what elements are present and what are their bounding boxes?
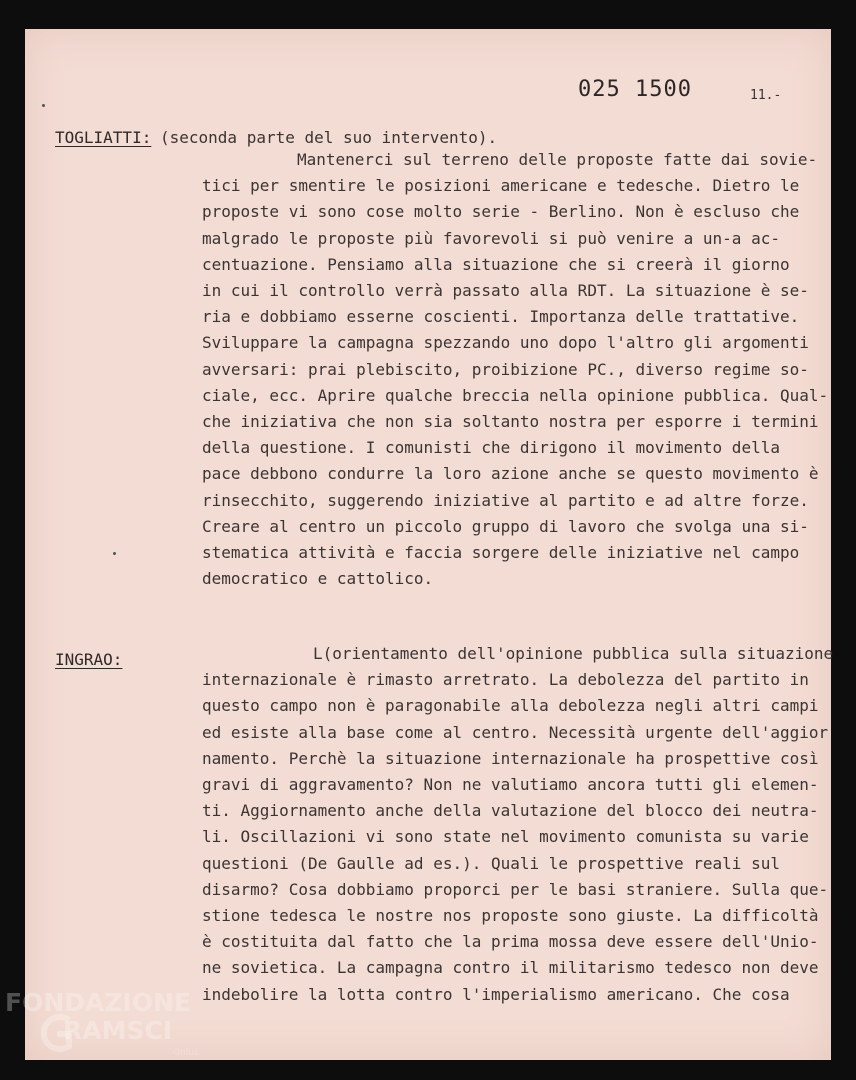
text-line: è costituita dal fatto che la prima mossa deve essere dell'Unio-: [202, 932, 819, 952]
paper-speck: [113, 552, 116, 555]
watermark-line3: Onlus: [173, 1048, 199, 1058]
text-line: Creare al centro un piccolo gruppo di lavoro che svolga una si-: [202, 516, 809, 536]
text-line: gravi di aggravamento? Non ne valutiamo ancora tutti gli elemen-: [202, 775, 819, 794]
text-line: li. Oscillazioni vi sono state nel movimento comunista su varie: [202, 827, 809, 847]
text-line: ti. Aggiornamento anche della valutazione del blocco dei neutra-: [202, 801, 819, 821]
text-line: in cui il controllo verrà passato alla RDT. La situazione è se-: [202, 281, 809, 300]
text-line: centuazione. Pensiamo alla situazione che si creerà il giorno: [202, 254, 790, 274]
text-line: proposte vi sono cose molto serie - Berlino. Non è escluso che: [202, 202, 800, 222]
text-line: indebolire la lotta contro l'imperialismo americano. Che cosa: [202, 984, 790, 1004]
text-line: Sviluppare la campagna spezzando uno dopo l'altro gli argomenti: [202, 333, 809, 353]
text-line: stematica attività e faccia sorgere delle iniziative nel campo: [202, 543, 800, 562]
text-line: ria e dobbiamo esserne coscienti. Importanza delle trattative.: [202, 307, 800, 327]
text-line: ne sovietica. La campagna contro il militarismo tedesco non deve: [202, 958, 819, 978]
text-line: Mantenerci sul terreno delle proposte fatte dai sovie-: [297, 150, 818, 169]
text-line: stione tedesca le nostre nos proposte sono giuste. La difficoltà: [202, 906, 819, 925]
text-line: pace debbono condurre la loro azione anche se questo movimento è: [202, 464, 819, 484]
text-line: rinsecchito, suggerendo iniziative al partito e ad altre forze.: [202, 490, 809, 510]
page-number: 11.-: [750, 88, 782, 103]
fondazione-gramsci-watermark: [5, 988, 215, 1068]
speaker-note: (seconda parte del suo intervento).: [160, 128, 498, 147]
watermark-line1: FONDAZIONE: [5, 988, 192, 1017]
text-line: disarmo? Cosa dobbiamo proporci per le basi straniere. Sulla que-: [202, 879, 829, 899]
text-line: namento. Perchè la situazione internazionale ha prospettive così: [202, 748, 819, 768]
document-number: 025 1500: [578, 77, 692, 102]
text-line: malgrado le proposte più favorevoli si può venire a un-a ac-: [202, 228, 780, 248]
speaker-ingrao: INGRAO:: [55, 650, 123, 669]
text-line: ed esiste alla base come al centro. Necessità urgente dell'aggior: [202, 722, 829, 742]
text-line: questo campo non è paragonabile alla debolezza negli altri campi: [202, 696, 819, 716]
text-line: ciale, ecc. Aprire qualche breccia nella opinione pubblica. Qual-: [202, 385, 829, 405]
watermark-line2: RAMSCI: [63, 1016, 173, 1045]
text-line: che iniziativa che non sia soltanto nostra per esporre i termini: [202, 412, 819, 431]
speaker-togliatti: TOGLIATTI:: [55, 128, 152, 147]
text-line: L(orientamento dell'opinione pubblica sulla situazione: [313, 644, 834, 663]
text-line: avversari: prai plebiscito, proibizione PC., diverso regime so-: [202, 359, 809, 379]
paper-speck: [42, 104, 45, 107]
text-line: democratico e cattolico.: [202, 569, 434, 589]
text-line: questioni (De Gaulle ad es.). Quali le prospettive reali sul: [202, 853, 780, 873]
text-line: internazionale è rimasto arretrato. La debolezza del partito in: [202, 670, 809, 690]
text-line: della questione. I comunisti che dirigono il movimento della: [202, 438, 780, 458]
text-line: tici per smentire le posizioni americane e tedesche. Dietro le: [202, 176, 800, 196]
